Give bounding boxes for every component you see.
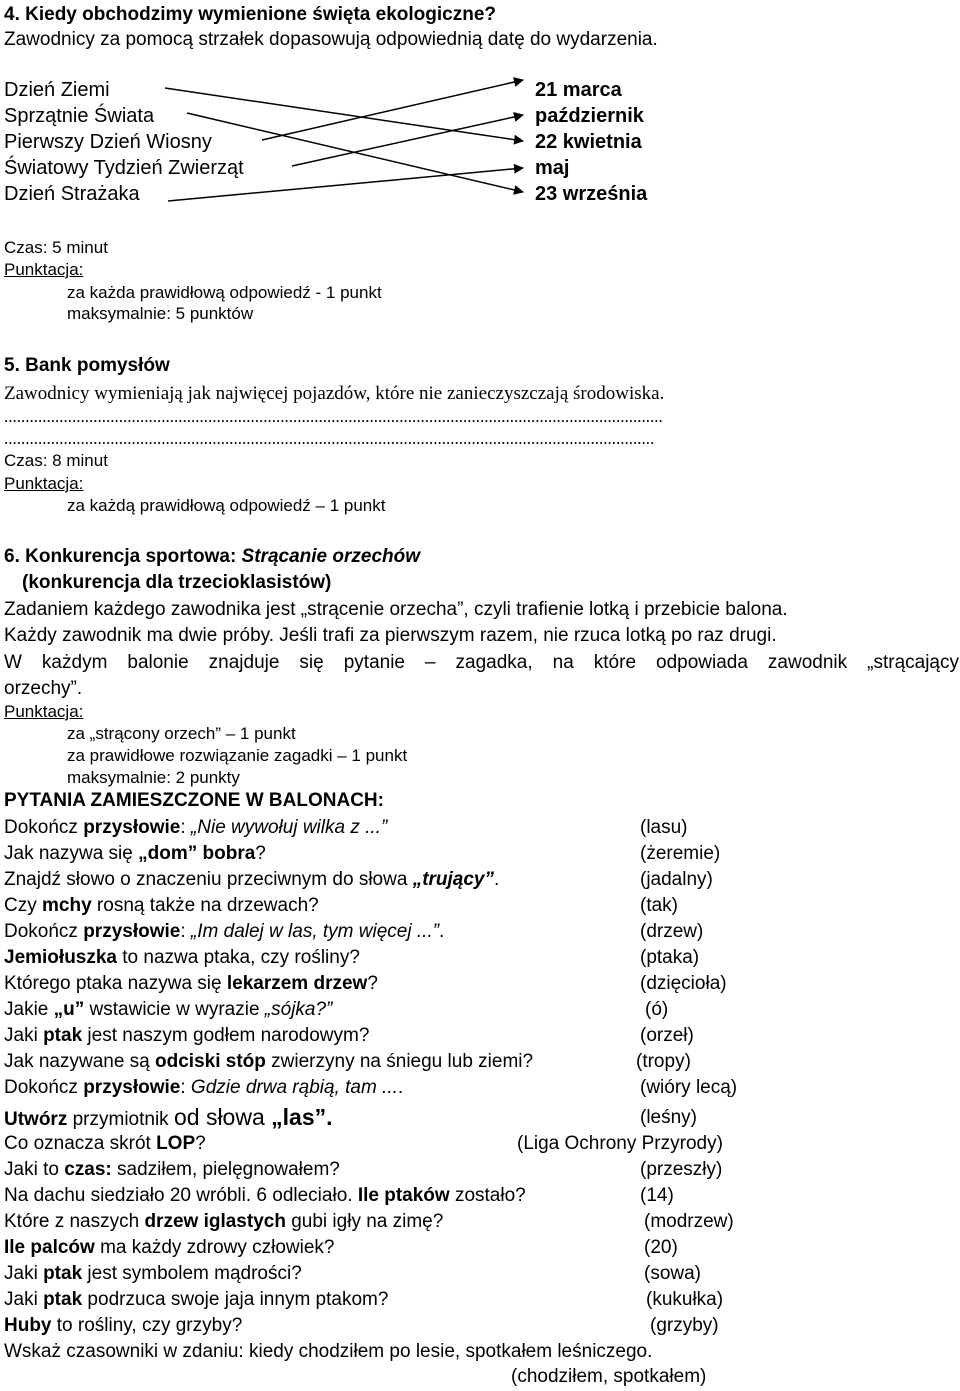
section-6-subtitle: (konkurencja dla trzecioklasistów) — [22, 572, 332, 593]
dotted-answer-line: ........................................................................................................................................................... — [4, 407, 663, 426]
date-label: październik — [535, 105, 644, 127]
date-label: 21 marca — [535, 79, 622, 101]
question: Dokończ przysłowie: „Im dalej w las, tym więcej ...”. — [4, 921, 445, 942]
question: Którego ptaka nazywa się lekarzem drzew? — [4, 973, 378, 994]
question: Dokończ przysłowie: Gdzie drwa rąbią, tam .... — [4, 1077, 404, 1098]
scoring-label: Punktacja: — [4, 260, 84, 279]
question: Które z naszych drzew iglastych gubi igły na zimę? — [4, 1211, 444, 1232]
scoring-line: za prawidłowe rozwiązanie zagadki – 1 punkt — [67, 746, 408, 765]
question: Jaki ptak jest symbolem mądrości? — [4, 1263, 302, 1284]
answer: (przeszły) — [640, 1159, 723, 1180]
answer: (jadalny) — [640, 869, 713, 890]
question: Jaki ptak jest naszym godłem narodowym? — [4, 1025, 370, 1046]
scoring-line: maksymalnie: 5 punktów — [67, 304, 254, 323]
answer: (Liga Ochrony Przyrody) — [517, 1133, 723, 1154]
answer: (dzięcioła) — [640, 973, 727, 994]
answer: (14) — [640, 1185, 674, 1206]
answer: (tak) — [640, 895, 678, 916]
scoring-label: Punktacja: — [4, 474, 84, 493]
answer: (wióry lecą) — [640, 1077, 738, 1098]
event-label: Sprzątnie Świata — [4, 105, 155, 127]
section-6-title — [4, 546, 420, 568]
answer: (grzyby) — [650, 1315, 719, 1336]
scoring-label: Punktacja: — [4, 702, 84, 721]
question: Wskaż czasowniki w zdaniu: kiedy chodziłem po lesie, spotkałem leśniczego. — [4, 1341, 653, 1362]
answer: (20) — [644, 1237, 678, 1258]
scoring-line: za „strącony orzech” – 1 punkt — [67, 724, 296, 743]
dotted-answer-line: ......................................................................................................................................................... — [4, 429, 655, 448]
event-label: Dzień Ziemi — [4, 79, 110, 101]
section-5-title: 5. Bank pomysłów — [4, 355, 170, 376]
scoring-line: za każdą prawidłową odpowiedź – 1 punkt — [67, 496, 386, 515]
answer: (żeremie) — [640, 843, 721, 864]
questions-title: PYTANIA ZAMIESZCZONE W BALONACH: — [4, 790, 384, 811]
question: Jaki to czas: sadziłem, pielęgnowałem? — [4, 1159, 340, 1180]
question: Utwórz przymiotnik od słowa „las”. — [4, 1104, 333, 1130]
date-label: maj — [535, 157, 570, 179]
matching-arrows — [0, 0, 960, 220]
section-6-title-name: Strącanie orzechów — [241, 546, 420, 567]
answer: (ptaka) — [640, 947, 700, 968]
arrow-line — [262, 80, 523, 140]
answer: (lasu) — [640, 817, 688, 838]
question: Znajdź słowo o znaczeniu przeciwnym do słowa „trujący”. — [4, 869, 500, 890]
answer: (drzew) — [640, 921, 704, 942]
event-label: Dzień Strażaka — [4, 183, 140, 205]
time-label: Czas: 5 minut — [4, 238, 108, 257]
arrow-line — [168, 168, 523, 201]
arrow-line — [165, 88, 523, 141]
answer: (chodziłem, spotkałem) — [511, 1366, 707, 1387]
answer: (modrzew) — [644, 1211, 734, 1232]
section-4-title: 4. Kiedy obchodzimy wymienione święta ekologiczne? — [4, 4, 497, 25]
answer: (ó) — [645, 999, 669, 1020]
answer: (leśny) — [640, 1107, 698, 1128]
scoring-line: maksymalnie: 2 punkty — [67, 768, 240, 787]
question: Ile palców ma każdy zdrowy człowiek? — [4, 1237, 335, 1258]
answer: (kukułka) — [646, 1289, 724, 1310]
answer: (tropy) — [636, 1051, 691, 1072]
paragraph: orzechy”. — [4, 678, 83, 699]
question: Co oznacza skrót LOP? — [4, 1133, 206, 1154]
question: Jaki ptak podrzuca swoje jaja innym ptakom? — [4, 1289, 389, 1310]
question: Huby to rośliny, czy grzyby? — [4, 1315, 243, 1336]
paragraph: W każdym balonie znajduje się pytanie – zagadka, na które odpowiada zawodnik „strącający — [4, 652, 959, 673]
paragraph: Zadaniem każdego zawodnika jest „strącenie orzecha”, czyli trafienie lotką i przebicie balona. — [4, 599, 788, 620]
section-4-intro: Zawodnicy za pomocą strzałek dopasowują odpowiednią datę do wydarzenia. — [4, 29, 658, 50]
answer: (orzeł) — [640, 1025, 694, 1046]
question: Na dachu siedziało 20 wróbli. 6 odleciało. Ile ptaków zostało? — [4, 1185, 526, 1206]
section-5-text: Zawodnicy wymieniają jak najwięcej pojazdów, które nie zanieczyszczają środowiska. — [4, 383, 665, 404]
answer: (sowa) — [644, 1263, 702, 1284]
time-label: Czas: 8 minut — [4, 451, 108, 470]
arrow-line — [292, 115, 523, 166]
date-label: 22 kwietnia — [535, 131, 642, 153]
event-label: Światowy Tydzień Zwierząt — [4, 157, 244, 179]
question: Jak nazywa się „dom” bobra? — [4, 843, 266, 864]
event-label: Pierwszy Dzień Wiosny — [4, 131, 212, 153]
question: Jakie „u” wstawicie w wyrazie „sójka?” — [4, 999, 333, 1020]
section-6-title-num: 6. Konkurencja sportowa: — [4, 546, 242, 567]
question: Jemiołuszka to nazwa ptaka, czy rośliny? — [4, 947, 360, 968]
question: Jak nazywane są odciski stóp zwierzyny na śniegu lub ziemi? — [4, 1051, 534, 1072]
date-label: 23 września — [535, 183, 648, 205]
scoring-line: za każda prawidłową odpowiedź - 1 punkt — [67, 283, 382, 302]
question: Dokończ przysłowie: „Nie wywołuj wilka z ...” — [4, 817, 388, 838]
paragraph: Każdy zawodnik ma dwie próby. Jeśli trafi za pierwszym razem, nie rzuca lotką po raz drugi. — [4, 625, 777, 646]
question: Czy mchy rosną także na drzewach? — [4, 895, 319, 916]
